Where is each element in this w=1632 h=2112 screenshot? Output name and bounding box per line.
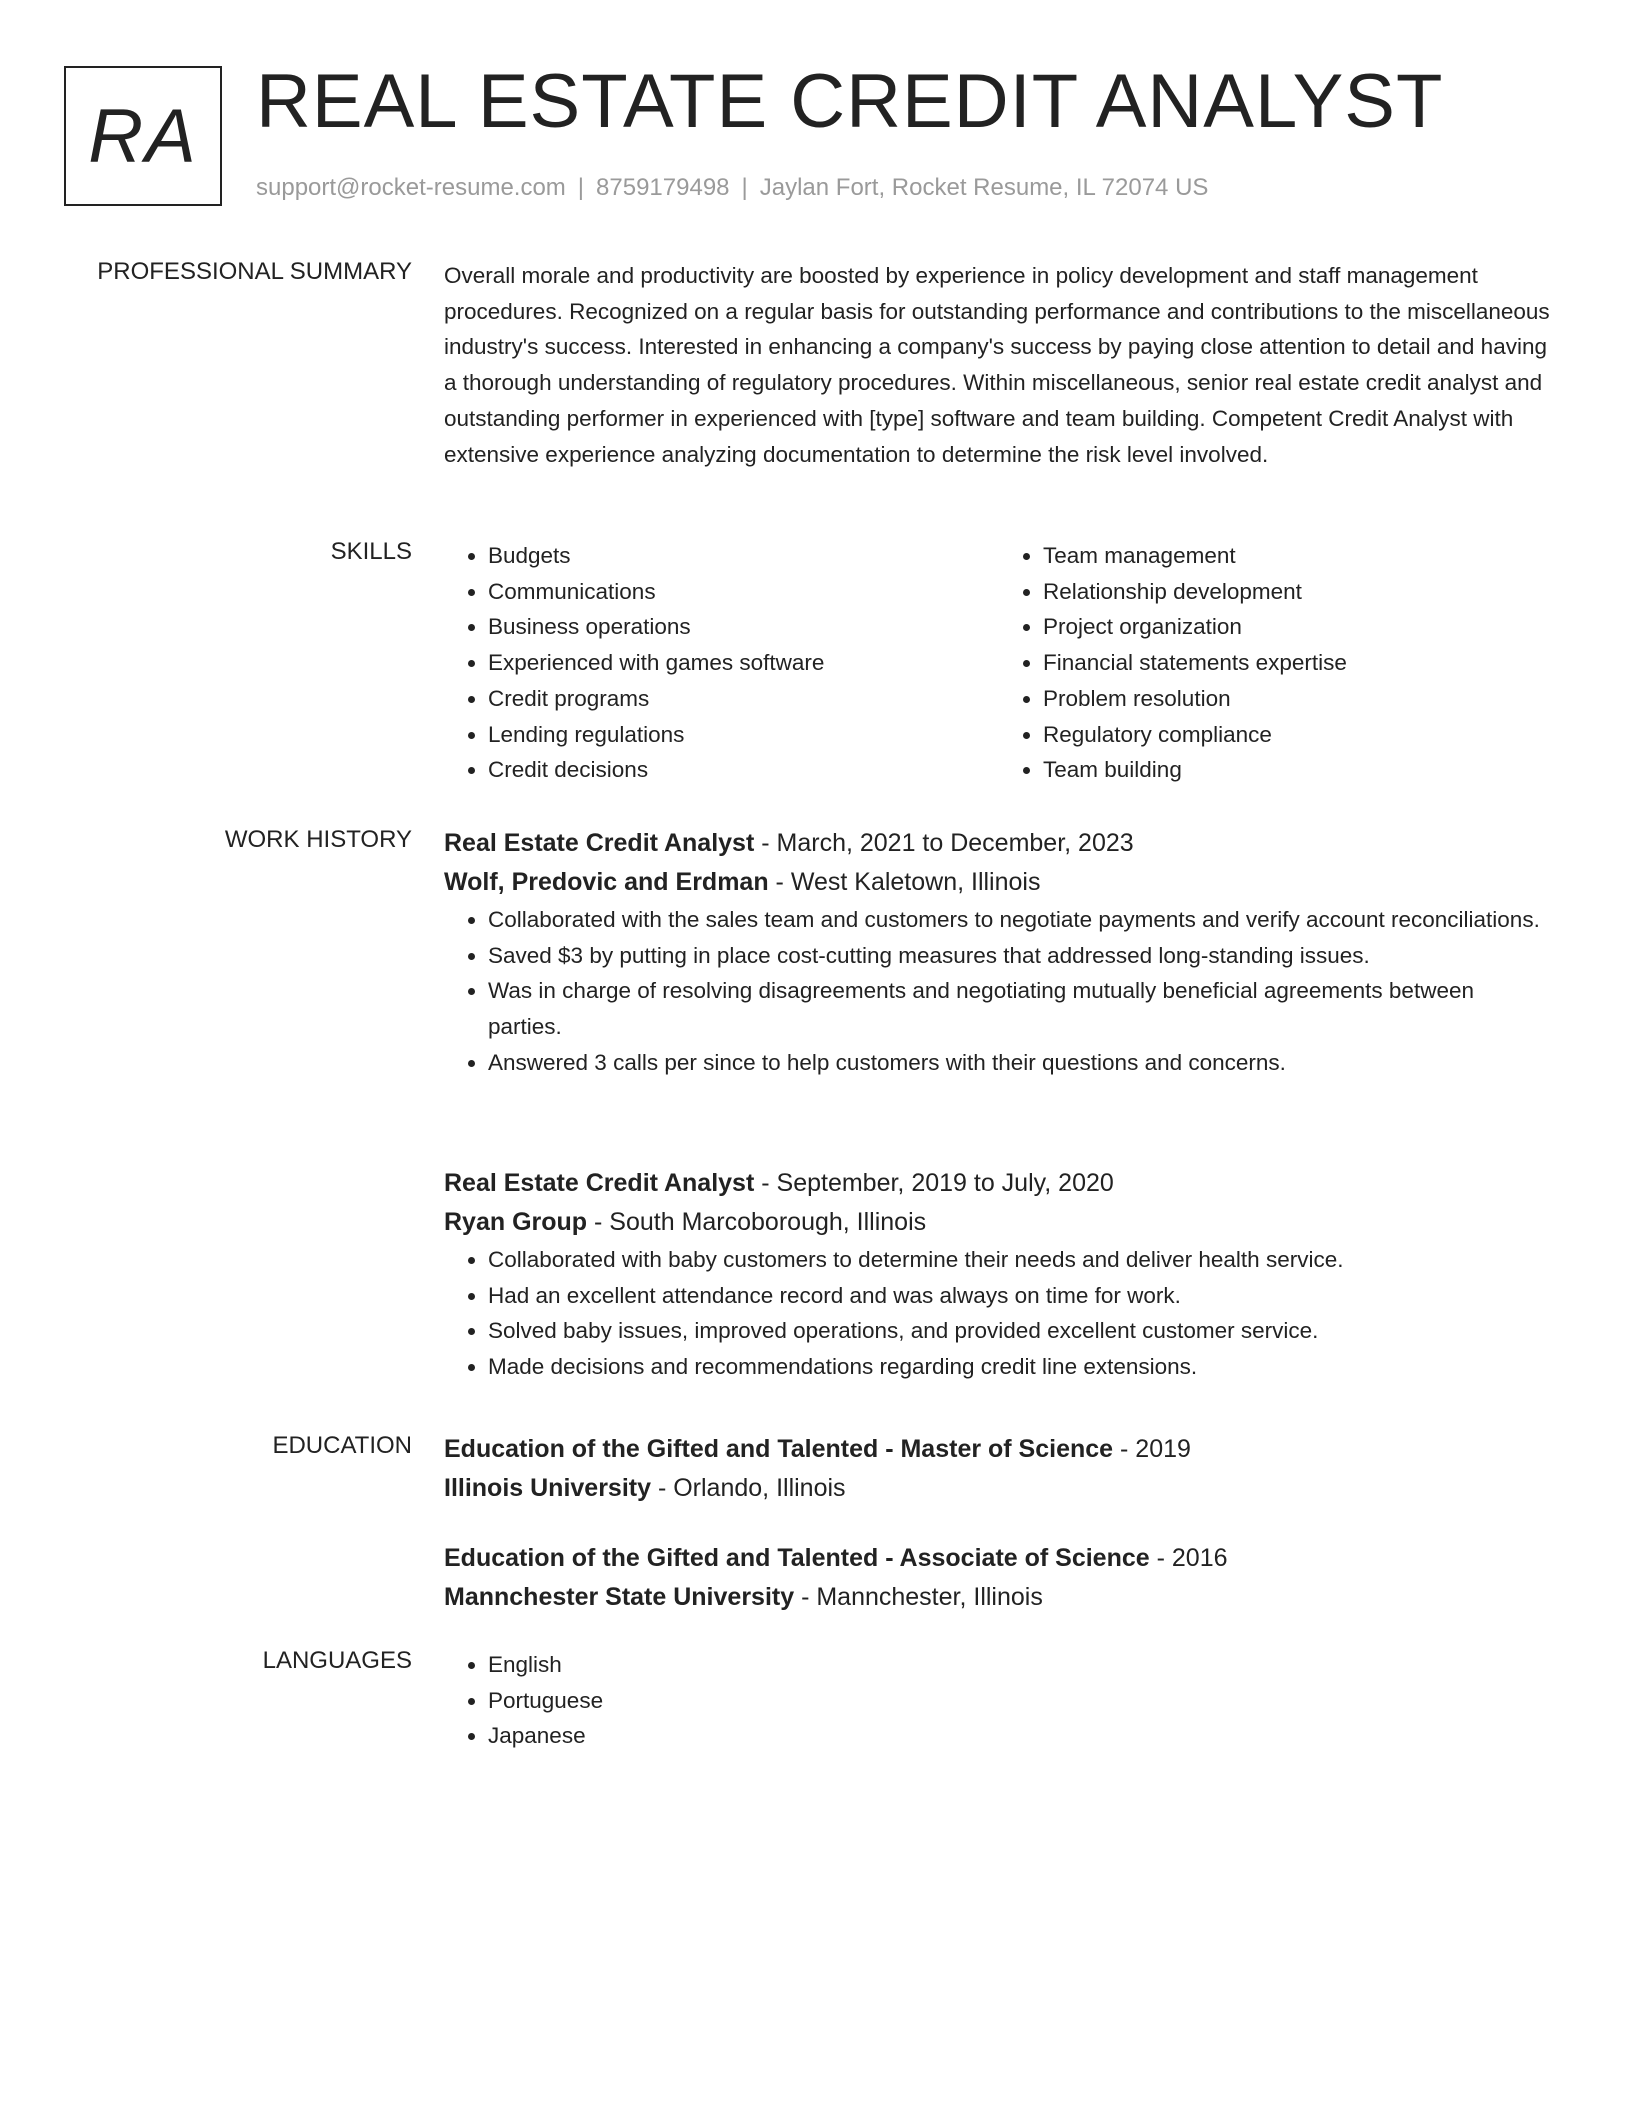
section-label-education: EDUCATION	[272, 1432, 412, 1459]
job-duty: • Solved baby issues, improved operations, and provided excellent customer service.	[488, 1313, 1554, 1349]
skill-item: • Credit decisions	[488, 752, 999, 788]
education-year: - 2016	[1149, 1544, 1228, 1572]
skill-item: • Relationship development	[1043, 574, 1554, 610]
education-year: - 2019	[1113, 1435, 1191, 1463]
skill-item: • Team building	[1043, 752, 1554, 788]
section-label-skills: SKILLS	[330, 538, 412, 565]
languages-body	[444, 1647, 1554, 1754]
education-entry	[444, 1430, 1554, 1508]
monogram-logo: RA	[64, 66, 222, 206]
job-duty: • Collaborated with the sales team and customers to negotiate payments and verify account reconciliations.	[488, 902, 1554, 938]
job-duty: • Made decisions and recommendations regarding credit line extensions.	[488, 1349, 1554, 1385]
contact-phone[interactable]: 8759179498	[596, 174, 730, 201]
job-entry	[444, 824, 1554, 1081]
education-degree: Education of the Gifted and Talented - Associate of Science	[444, 1544, 1150, 1572]
skill-item: • Regulatory compliance	[1043, 717, 1554, 753]
language-item: • Portuguese	[488, 1683, 1554, 1719]
job-title-line	[444, 1164, 1554, 1203]
job-duty: • Was in charge of resolving disagreements and negotiating mutually beneficial agreements between parties.	[488, 973, 1554, 1044]
skill-item: • Communications	[488, 574, 999, 610]
skills-grid	[444, 538, 1554, 788]
job-company-line	[444, 863, 1554, 902]
job-title: Real Estate Credit Analyst	[444, 1169, 755, 1197]
education-degree-line	[444, 1539, 1554, 1578]
skill-item: • Credit programs	[488, 681, 999, 717]
education-school: Mannchester State University	[444, 1583, 795, 1611]
section-label-work-history: WORK HISTORY	[224, 826, 412, 853]
skill-item: • Budgets	[488, 538, 999, 574]
summary-text: Overall morale and productivity are boosted by experience in policy development and staff management procedures. Recognized on a regular basis for outstanding performance and contributions to the miscellaneous industry's success. Interested in enhancing a company's success by paying close attention to detail and having a thorough understanding of regulatory procedures. Within miscellaneous, senior real estate credit analyst and outstanding performer in experienced with [type] software and team building. Competent Credit Analyst with extensive experience analyzing documentation to determine the risk level involved.	[444, 263, 1550, 467]
education-location: - Orlando, Illinois	[651, 1474, 846, 1502]
education-school: Illinois University	[444, 1474, 652, 1502]
job-title: Real Estate Credit Analyst	[444, 829, 755, 857]
job-duty: • Saved $3 by putting in place cost-cutting measures that addressed long-standing issues.	[488, 938, 1554, 974]
skill-item: • Project organization	[1043, 609, 1554, 645]
job-company: Wolf, Predovic and Erdman	[444, 868, 769, 896]
section-label-summary: PROFESSIONAL SUMMARY	[97, 258, 412, 285]
job-entry	[444, 1164, 1554, 1385]
job-duty: • Collaborated with baby customers to determine their needs and deliver health service.	[488, 1242, 1554, 1278]
skills-list-left	[444, 538, 999, 788]
education-location: - Mannchester, Illinois	[794, 1583, 1043, 1611]
education-entry	[444, 1539, 1554, 1617]
job-duties	[444, 902, 1554, 1081]
job-duty: • Answered 3 calls per since to help customers with their questions and concerns.	[488, 1045, 1554, 1081]
job-title-line	[444, 824, 1554, 863]
skill-item: • Financial statements expertise	[1043, 645, 1554, 681]
job-duty: • Had an excellent attendance record and was always on time for work.	[488, 1278, 1554, 1314]
job-dates: - September, 2019 to July, 2020	[754, 1169, 1114, 1197]
job-duties	[444, 1242, 1554, 1385]
language-item: • English	[488, 1647, 1554, 1683]
skill-item: • Team management	[1043, 538, 1554, 574]
job-company-line	[444, 1203, 1554, 1242]
education-school-line	[444, 1469, 1554, 1508]
education-degree: Education of the Gifted and Talented - Master of Science	[444, 1435, 1114, 1463]
languages-list	[444, 1647, 1554, 1754]
education-degree-line	[444, 1430, 1554, 1469]
job-dates: - March, 2021 to December, 2023	[754, 829, 1134, 857]
contact-separator: |	[577, 174, 585, 201]
skill-item: • Problem resolution	[1043, 681, 1554, 717]
section-label-languages: LANGUAGES	[262, 1647, 412, 1674]
skill-item: • Experienced with games software	[488, 645, 999, 681]
resume-title: REAL ESTATE CREDIT ANALYST	[256, 59, 1444, 144]
contact-separator: |	[741, 174, 748, 201]
contact-line	[256, 174, 1208, 202]
education-school-line	[444, 1578, 1554, 1617]
skill-item: • Lending regulations	[488, 717, 999, 753]
language-item: • Japanese	[488, 1718, 1554, 1754]
job-location: - West Kaletown, Illinois	[768, 868, 1041, 896]
job-location: - South Marcoborough, Illinois	[587, 1208, 927, 1236]
skill-item: • Business operations	[488, 609, 999, 645]
contact-address: Jaylan Fort, Rocket Resume, IL 72074 US	[759, 174, 1209, 201]
contact-email[interactable]: support@rocket-resume.com	[256, 174, 566, 201]
job-company: Ryan Group	[444, 1208, 588, 1236]
skills-list-right	[999, 538, 1554, 788]
